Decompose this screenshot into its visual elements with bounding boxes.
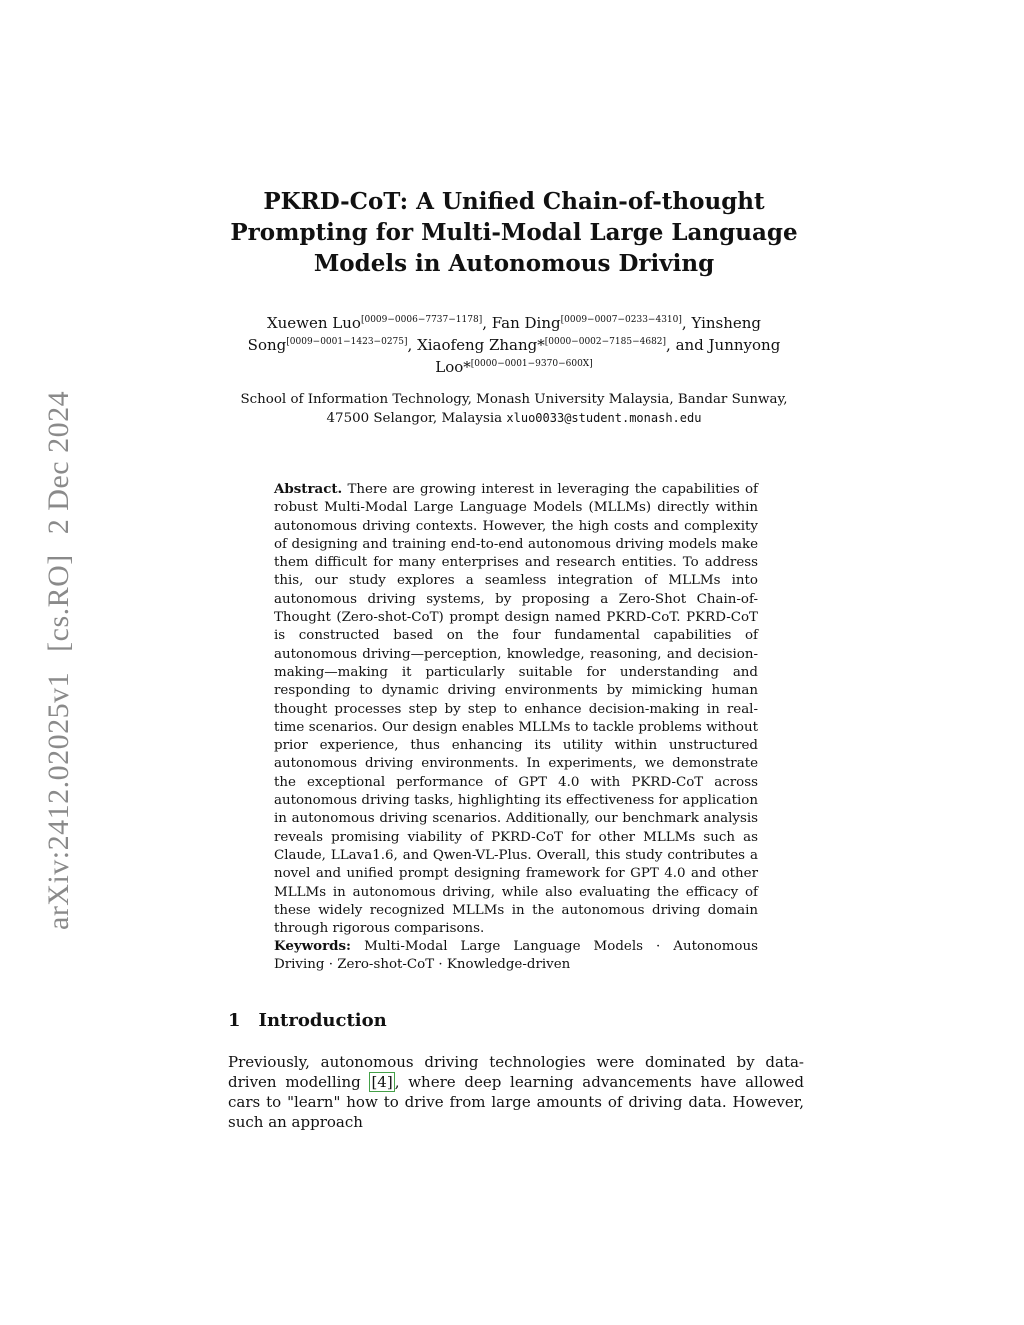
keywords (274, 937, 758, 975)
arxiv-category: [cs.RO] (42, 554, 75, 652)
arxiv-id: arXiv:2412.02025v1 (42, 671, 75, 930)
author-orcid: [0009−0001−1423−0275] (286, 337, 408, 347)
author-orcid: [0000−0001−9370−600X] (470, 359, 593, 369)
author-email[interactable]: xluo0033@student.monash.edu (506, 411, 702, 425)
author-list (228, 312, 800, 378)
abstract-label: Abstract. (274, 481, 343, 497)
title-line-2: Prompting for Multi-Modal Large Language (230, 219, 798, 246)
abstract-text: There are growing interest in leveraging the capabilities of robust Multi-Modal Large Language Models (MLLMs) directly within autonomous driving contexts. However, the high costs and complexity of designing and training end-to-end autonomous driving models make them difficult for many enterprises and research entities. To address this, our study explores a seamless integration of MLLMs into autonomous driving systems, by proposing a Zero-Shot Chain-of-Thought (Zero-shot-CoT) prompt design named PKRD-CoT. PKRD-CoT is constructed based on the four fundamental capabilities of autonomous driving—perception, knowledge, reasoning, and decision-making—making it particularly suitable for understanding and responding to dynamic driving environments by mimicking human thought processes step by step to enhance decision-making in real-time scenarios. Our design enables MLLMs to tackle problems without prior experience, thus enhancing its utility within unstructured autonomous driving environments. In experiments, we demonstrate the exceptional performance of GPT 4.0 with PKRD-CoT across autonomous driving tasks, highlighting its effectiveness for application in autonomous driving scenarios. Additionally, our benchmark analysis reveals promising viability of PKRD-CoT for other MLLMs such as Claude, LLava1.6, and Qwen-VL-Plus. Overall, this study contributes a novel and unified prompt designing framework for GPT 4.0 and other MLLMs in autonomous driving, while also evaluating the efficacy of these widely recognized MLLMs in the autonomous driving domain through rigorous comparisons. (274, 482, 758, 937)
arxiv-stamp (42, 360, 74, 930)
keywords-text: Multi-Modal Large Language Models · Autonomous Driving · Zero-shot-CoT · Knowledge-driven (274, 939, 758, 973)
section-number: 1 (228, 1010, 241, 1031)
author-separator: , and (666, 336, 709, 354)
affiliation-line-2: 47500 Selangor, Malaysia (326, 411, 503, 426)
author-orcid: [0009−0006−7737−1178] (360, 315, 483, 325)
author-orcid: [0009−0007−0233−4310] (560, 315, 682, 325)
author-separator: , (482, 314, 492, 332)
intro-text-end: , where deep learning advancements have allowed cars to "learn" how to drive from large amounts of driving data. However, such an approach (228, 1073, 804, 1131)
author-separator: , (681, 314, 692, 332)
paper-title (228, 186, 800, 279)
affiliation (228, 390, 800, 428)
abstract (274, 480, 758, 938)
citation-link[interactable]: [4] (371, 1073, 393, 1091)
author-orcid: [0000−0002−7185−4682] (544, 337, 667, 347)
arxiv-date: 2 Dec 2024 (42, 390, 75, 535)
title-line-1: PKRD-CoT: A Unified Chain-of-thought (263, 188, 765, 215)
affiliation-line-1: School of Information Technology, Monash University Malaysia, Bandar Sunway, (240, 392, 788, 407)
section-heading (228, 1010, 387, 1031)
author-name: Junnyong Loo* (435, 336, 781, 376)
author-separator: , (407, 336, 418, 354)
section-title: Introduction (258, 1010, 387, 1031)
intro-text-start: Previously, autonomous driving technologies were dominated by data-driven modelling (228, 1053, 804, 1091)
author-name: Yinsheng Song (247, 314, 762, 354)
intro-paragraph (228, 1052, 804, 1132)
author-name: Xuewen Luo (266, 314, 361, 332)
author-name: Fan Ding (491, 314, 561, 332)
keywords-label: Keywords: (274, 938, 352, 954)
title-line-3: Models in Autonomous Driving (313, 250, 715, 277)
author-name: Xiaofeng Zhang* (417, 336, 545, 354)
